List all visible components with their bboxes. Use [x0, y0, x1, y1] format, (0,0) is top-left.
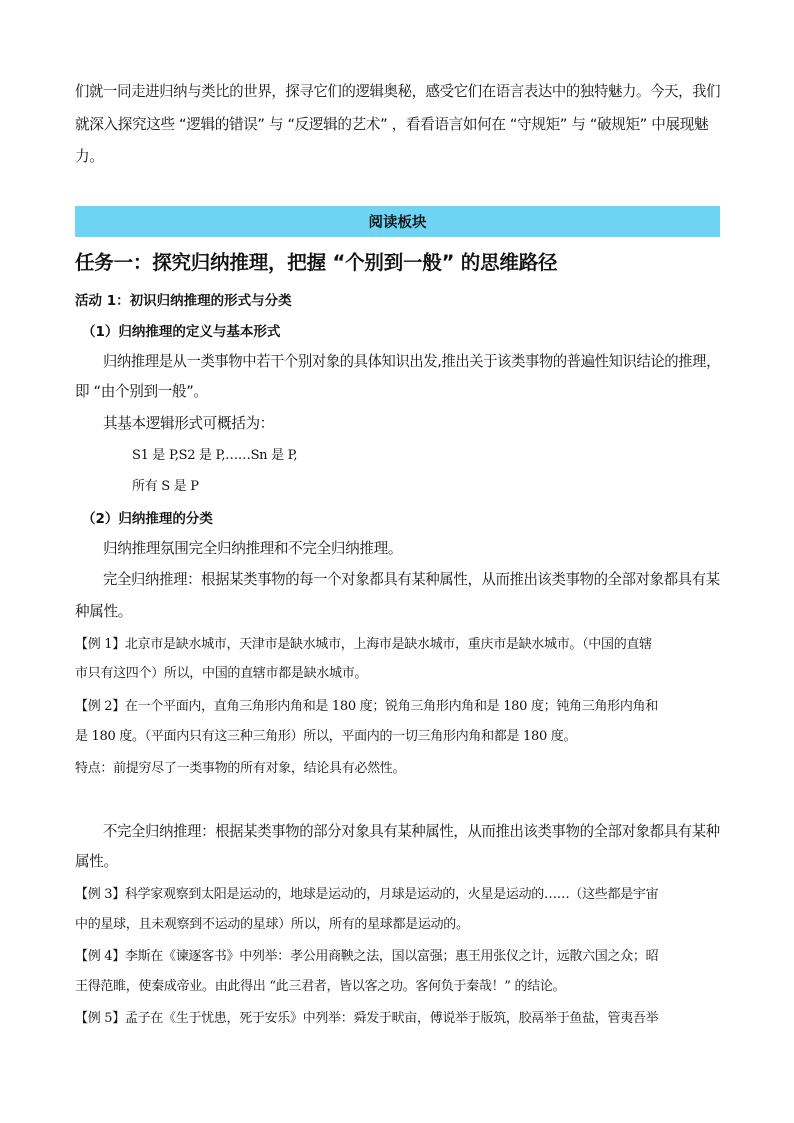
example-1-line-2: 市只有这四个）所以，中国的直辖市都是缺水城市。 [75, 666, 368, 681]
subsection-2-heading: （2）归纳推理的分类 [82, 511, 213, 527]
example-4-line-2: 王得范睢，使秦成帝业。由此得出 “此三君者，皆以客之功。客何负于秦哉！” 的结论。 [75, 979, 566, 994]
example-3-line-2: 中的星球，且未观察到不运动的星球）所以，所有的星球都是运动的。 [75, 917, 469, 932]
example-2-line-2: 是 180 度。（平面内只有这三种三角形）所以，平面内的一切三角形内角和都是 180 度。 [75, 729, 577, 744]
reading-section-label: 阅读板块 [368, 215, 427, 231]
complete-induction-line-1: 完全归纳推理：根据某类事物的每一个对象都具有某种属性，从而推出该类事物的全部对象都具有某 [103, 571, 720, 588]
intro-line-1: 们就一同走进归纳与类比的世界，探寻它们的逻辑奥秘，感受它们在语言表达中的独特魅力。今天，我们 [75, 83, 721, 100]
incomplete-induction-line-2: 属性。 [75, 853, 118, 870]
intro-line-2: 就深入探究这些 “逻辑的错误” 与 “反逻辑的艺术” ，看看语言如何在 “守规矩” 与 “破规矩” 中展现魅 [75, 116, 709, 133]
example-3-line-1: 【例 3】科学家观察到太阳是运动的，地球是运动的，月球是运动的，火星是运动的……（这些都是宇宙 [75, 887, 659, 902]
subsection-1-heading: （1）归纳推理的定义与基本形式 [82, 324, 281, 340]
complete-induction-feature: 特点：前提穷尽了一类事物的所有对象，结论具有必然性。 [75, 761, 406, 776]
complete-induction-line-2: 种属性。 [75, 603, 132, 620]
form-premises: S1 是 P,S2 是 P,……Sn 是 P, [132, 448, 298, 463]
definition-line-2: 即 “由个别到一般”。 [75, 383, 208, 400]
form-conclusion: 所有 S 是 P [132, 479, 199, 494]
definition-line-1: 归纳推理是从一类事物中若干个别对象的具体知识出发,推出关于该类事物的普遍性知识结论的推理， [103, 353, 721, 370]
task-one-heading: 任务一：探究归纳推理，把握 “个别到一般” 的思维路径 [75, 251, 558, 274]
activity-one-heading: 活动 1：初识归纳推理的形式与分类 [75, 293, 292, 309]
intro-line-3: 力。 [75, 148, 104, 165]
reading-section-bar [75, 206, 720, 237]
form-intro: 其基本逻辑形式可概括为： [103, 415, 274, 432]
classification-scope: 归纳推理氛围完全归纳推理和不完全归纳推理。 [103, 540, 403, 557]
incomplete-induction-line-1: 不完全归纳推理：根据某类事物的部分对象具有某种属性，从而推出该类事物的全部对象都具有某种 [103, 823, 720, 840]
example-1-line-1: 【例 1】北京市是缺水城市，天津市是缺水城市，上海市是缺水城市，重庆市是缺水城市。（中国的直辖 [75, 637, 652, 652]
example-4-line-1: 【例 4】李斯在《谏逐客书》中列举：孝公用商鞅之法，国以富强；惠王用张仪之计，远散六国之众；昭 [75, 949, 659, 964]
example-5-line-1: 【例 5】孟子在《生于忧患，死于安乐》中列举：舜发于畎亩，傅说举于版筑，胶鬲举于鱼盐，管夷吾举 [75, 1011, 659, 1026]
example-2-line-1: 【例 2】在一个平面内，直角三角形内角和是 180 度；锐角三角形内角和是 180 度；钝角三角形内角和 [75, 699, 658, 714]
